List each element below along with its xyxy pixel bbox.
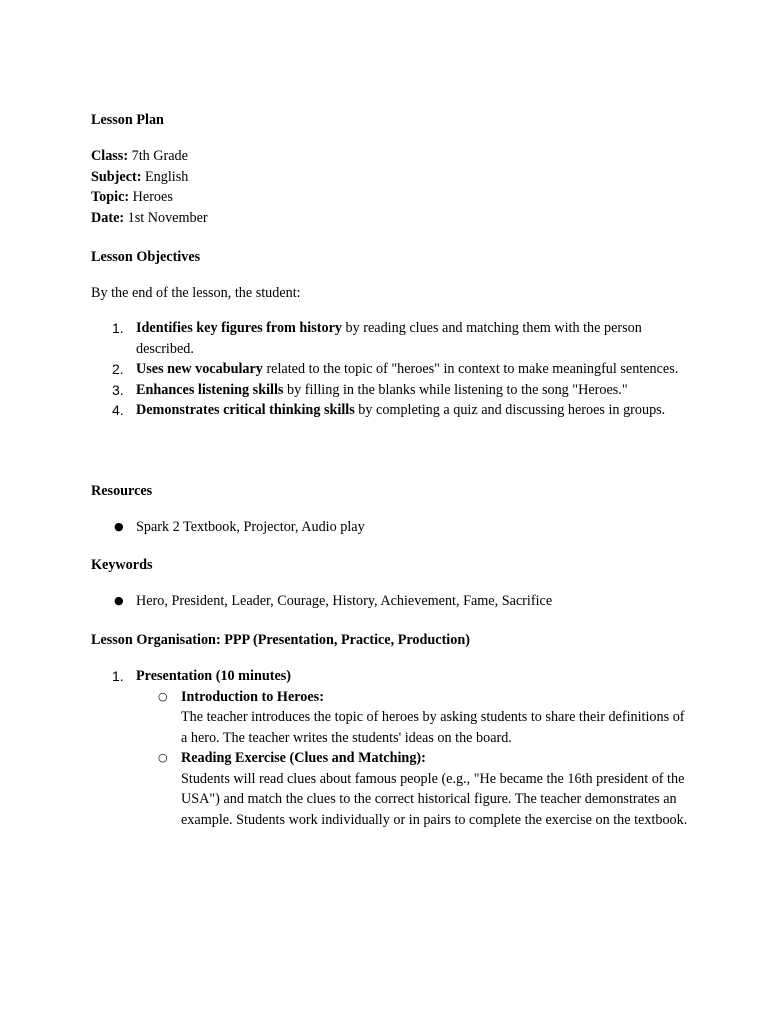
resources-list xyxy=(91,517,691,538)
meta-date xyxy=(91,208,691,229)
objective-bold: Enhances listening skills xyxy=(136,381,284,398)
circle-bullet-icon: ○ xyxy=(158,751,168,764)
sub-item-title: Introduction to Heroes: xyxy=(181,688,324,705)
objective-text: by filling in the blanks while listening to the song "Heroes." xyxy=(283,381,628,398)
list-number: 1. xyxy=(112,668,124,684)
meta-value: Heroes xyxy=(129,189,173,205)
objective-item xyxy=(91,400,691,421)
sub-item-text: The teacher introduces the topic of heroes by asking students to share their definitions of a hero. The teacher writes the students' ideas on the board. xyxy=(181,709,685,746)
keywords-heading: Keywords xyxy=(91,557,153,573)
objective-item xyxy=(91,359,691,380)
sub-item-title: Reading Exercise (Clues and Matching): xyxy=(181,750,426,766)
objective-text: by completing a quiz and discussing heroes in groups. xyxy=(354,402,666,418)
sub-item-text: Students will read clues about famous people (e.g., "He became the 16th president of the USA") and match the clues to the correct historical figure. The teacher demonstrates an example. Students work individually or in pairs to complete the exercise on the textbook. xyxy=(181,770,688,828)
list-number: 3. xyxy=(112,381,124,398)
document-title: Lesson Plan xyxy=(91,112,164,128)
list-number: 2. xyxy=(112,361,124,377)
meta-value: 1st November xyxy=(124,209,208,226)
objective-item xyxy=(91,380,691,401)
objective-text: by reading clues and matching them with the person described. xyxy=(136,320,642,357)
objective-item xyxy=(91,318,691,359)
meta-label: Topic: xyxy=(91,189,130,205)
objective-text: related to the topic of "heroes" in context to make meaningful sentences. xyxy=(262,361,679,377)
resource-text: Spark 2 Textbook, Projector, Audio play xyxy=(136,519,365,535)
organisation-heading: Lesson Organisation: PPP (Presentation, Practice, Production) xyxy=(91,632,470,648)
objectives-heading: Lesson Objectives xyxy=(91,249,201,265)
list-number: 4. xyxy=(112,402,124,418)
bullet-icon: ● xyxy=(114,520,124,533)
list-number: 1. xyxy=(112,320,124,336)
sub-item xyxy=(136,687,691,749)
organisation-list xyxy=(91,666,691,830)
resources-heading: Resources xyxy=(91,483,153,499)
meta-value: English xyxy=(141,168,189,185)
keywords-list xyxy=(91,591,691,612)
objective-bold: Demonstrates critical thinking skills xyxy=(136,402,355,418)
objectives-list xyxy=(91,318,691,421)
meta-value: 7th Grade xyxy=(128,148,188,164)
meta-label: Date: xyxy=(91,209,125,226)
bullet-icon: ● xyxy=(114,594,124,607)
sub-item xyxy=(136,748,691,830)
objective-bold: Identifies key figures from history xyxy=(136,320,342,336)
step-sub-list xyxy=(136,687,691,831)
keyword-text: Hero, President, Leader, Courage, History, Achievement, Fame, Sacrifice xyxy=(136,593,553,609)
circle-bullet-icon: ○ xyxy=(158,689,168,703)
list-item xyxy=(91,591,691,612)
meta-subject xyxy=(91,167,691,188)
objective-bold: Uses new vocabulary xyxy=(136,361,263,377)
meta-label: Class: xyxy=(91,148,129,164)
objectives-intro: By the end of the lesson, the student: xyxy=(91,285,301,301)
organisation-step xyxy=(91,666,691,830)
lesson-meta xyxy=(91,146,691,228)
meta-topic xyxy=(91,187,691,208)
meta-label: Subject: xyxy=(91,168,142,185)
meta-class xyxy=(91,146,691,167)
step-title: Presentation (10 minutes) xyxy=(136,668,291,684)
list-item xyxy=(91,517,691,538)
